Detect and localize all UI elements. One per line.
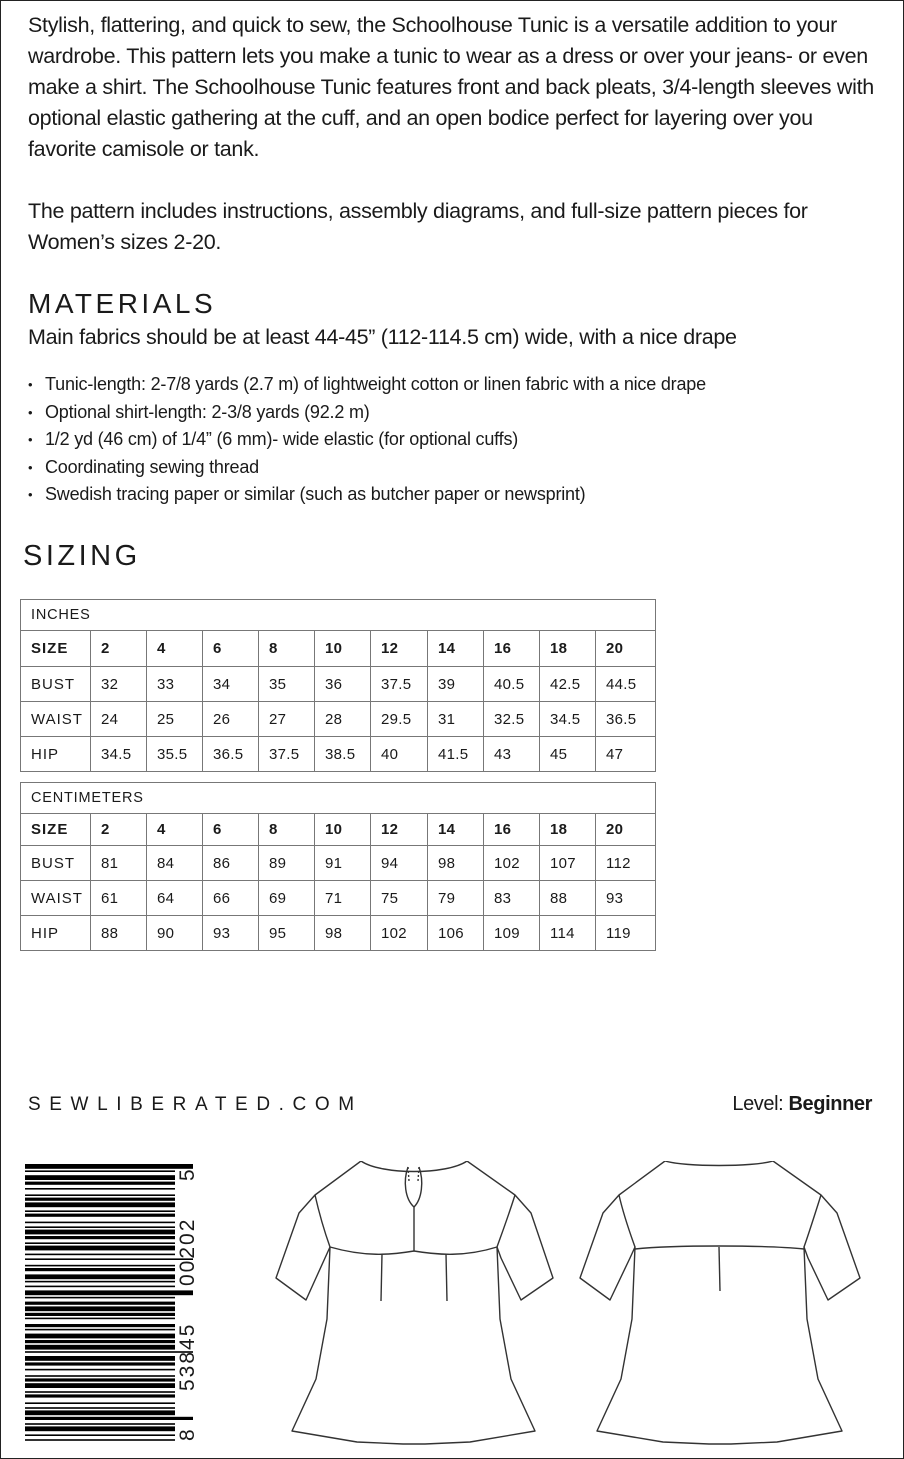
table-cell: 37.5 <box>259 737 315 772</box>
barcode-bar <box>25 1302 175 1305</box>
table-cell: 69 <box>259 881 315 916</box>
barcode-digit-group: 00202 <box>176 1217 199 1286</box>
table-cell: 26 <box>203 702 259 737</box>
skill-level <box>732 1093 872 1116</box>
table-cell: 27 <box>259 702 315 737</box>
size-header-cell: 16 <box>484 631 540 667</box>
table-cell: 102 <box>371 916 428 951</box>
barcode-bar <box>25 1356 175 1361</box>
intro-text <box>28 10 878 258</box>
table-cell: 102 <box>484 846 540 881</box>
measurement-label-cell: WAIST <box>21 881 91 916</box>
table-cell: 109 <box>484 916 540 951</box>
barcode-bar <box>25 1246 175 1251</box>
barcode-bar <box>25 1290 193 1295</box>
size-header-cell: 4 <box>147 631 203 667</box>
barcode-bar <box>25 1402 175 1404</box>
size-header-cell: 2 <box>91 814 147 846</box>
tunic-back-illustration <box>579 1161 863 1446</box>
barcode-bar <box>25 1236 175 1239</box>
table-cell: 88 <box>540 881 596 916</box>
table-cell: 40.5 <box>484 667 540 702</box>
barcode-bar <box>25 1242 175 1244</box>
table-cell: 34 <box>203 667 259 702</box>
table-cell: 93 <box>596 881 656 916</box>
barcode-digits <box>176 1167 240 1441</box>
size-header-row <box>21 814 656 846</box>
table-cell: 75 <box>371 881 428 916</box>
size-header-row <box>21 631 656 667</box>
table-cell: 25 <box>147 702 203 737</box>
table-cell: 35.5 <box>147 737 203 772</box>
barcode-bar <box>25 1194 175 1196</box>
measurement-label-cell: BUST <box>21 846 91 881</box>
table-row <box>21 846 656 881</box>
table-cell: 44.5 <box>596 667 656 702</box>
table-row <box>21 667 656 702</box>
table-cell: 91 <box>315 846 371 881</box>
table-cell: 39 <box>428 667 484 702</box>
barcode-bar <box>25 1281 175 1283</box>
intro-paragraph-2: The pattern includes instructions, assembly diagrams, and full-size pattern pieces for Women’s sizes 2-20. <box>28 199 808 254</box>
size-header-cell: 16 <box>484 814 540 846</box>
table-row <box>21 881 656 916</box>
barcode-bar <box>25 1378 175 1381</box>
table-cell: 107 <box>540 846 596 881</box>
table-cell: 28 <box>315 702 371 737</box>
unit-row <box>21 600 656 631</box>
size-header-cell: 10 <box>315 814 371 846</box>
barcode-bar <box>25 1170 175 1172</box>
barcode-bar <box>25 1383 175 1388</box>
table-cell: 81 <box>91 846 147 881</box>
barcode-bar <box>25 1391 175 1393</box>
barcode-bar <box>25 1324 175 1327</box>
table-cell: 61 <box>91 881 147 916</box>
table-cell: 66 <box>203 881 259 916</box>
barcode-bar <box>25 1329 175 1331</box>
size-header-cell: 4 <box>147 814 203 846</box>
barcode-bar <box>25 1394 175 1397</box>
table-cell: 119 <box>596 916 656 951</box>
barcode-bar <box>25 1214 175 1217</box>
table-cell: 24 <box>91 702 147 737</box>
barcode-bar <box>25 1334 175 1339</box>
barcode-bar <box>25 1254 175 1256</box>
table-cell: 37.5 <box>371 667 428 702</box>
table-cell: 98 <box>315 916 371 951</box>
size-header-cell: 14 <box>428 631 484 667</box>
barcode-bar <box>25 1423 175 1425</box>
table-cell: 36 <box>315 667 371 702</box>
table-cell: 38.5 <box>315 737 371 772</box>
table-cell: 36.5 <box>596 702 656 737</box>
unit-row <box>21 783 656 814</box>
size-header-cell: 6 <box>203 631 259 667</box>
barcode-bar <box>25 1407 175 1409</box>
barcode-bar <box>25 1274 175 1279</box>
barcode-bar <box>25 1410 175 1415</box>
barcode-bar <box>25 1318 175 1320</box>
size-header-cell: 2 <box>91 631 147 667</box>
barcode-bar <box>25 1369 175 1371</box>
barcode-bar <box>25 1164 193 1169</box>
barcode-bar <box>25 1198 175 1201</box>
barcode-bar <box>25 1188 175 1190</box>
materials-item: • 1/2 yd (46 cm) of 1/4” (6 mm)- wide elastic (for optional cuffs) <box>28 426 706 454</box>
materials-item: • Swedish tracing paper or similar (such as butcher paper or newsprint) <box>28 481 706 509</box>
table-cell: 98 <box>428 846 484 881</box>
measurement-label-cell: HIP <box>21 737 91 772</box>
barcode-bar <box>25 1426 175 1431</box>
barcode-bar <box>25 1226 175 1228</box>
sizing-table-inches <box>20 599 656 772</box>
barcode-bar <box>25 1417 193 1420</box>
barcode-bar <box>25 1265 175 1267</box>
size-header-cell: 12 <box>371 631 428 667</box>
size-header-cell: 8 <box>259 631 315 667</box>
table-cell: 34.5 <box>540 702 596 737</box>
unit-label: INCHES <box>21 600 656 631</box>
table-cell: 47 <box>596 737 656 772</box>
size-header-cell: 14 <box>428 814 484 846</box>
intro-paragraph-1: Stylish, flattering, and quick to sew, the Schoolhouse Tunic is a versatile addition to your wardrobe. This pattern lets you make a tunic to wear as a dress or over your jeans- or even make a shirt. The Schoolhouse Tunic features front and back pleats, 3/4-length sleeves with optional elastic gathering at the cuff, and an open bodice perfect for layering over you favorite camisole or tank. <box>28 13 874 161</box>
table-cell: 94 <box>371 846 428 881</box>
table-cell: 33 <box>147 667 203 702</box>
barcode-bar <box>25 1230 175 1235</box>
table-cell: 86 <box>203 846 259 881</box>
materials-item: • Tunic-length: 2-7/8 yards (2.7 m) of lightweight cotton or linen fabric with a nice drape <box>28 371 706 399</box>
table-cell: 83 <box>484 881 540 916</box>
barcode-bar <box>25 1210 175 1212</box>
materials-subheading: Main fabrics should be at least 44-45” (112-114.5 cm) wide, with a nice drape <box>28 325 737 349</box>
measurement-label-cell: HIP <box>21 916 91 951</box>
materials-item: • Optional shirt-length: 2-3/8 yards (92.2 m) <box>28 399 706 427</box>
size-header-cell: 6 <box>203 814 259 846</box>
table-cell: 32 <box>91 667 147 702</box>
size-header-cell: 20 <box>596 631 656 667</box>
table-row <box>21 702 656 737</box>
size-header-cell: 18 <box>540 631 596 667</box>
table-cell: 84 <box>147 846 203 881</box>
table-cell: 45 <box>540 737 596 772</box>
table-cell: 95 <box>259 916 315 951</box>
materials-heading: MATERIALS <box>28 288 217 319</box>
barcode-bar <box>25 1286 175 1288</box>
barcode-bar <box>25 1340 175 1343</box>
size-label-cell: SIZE <box>21 631 91 667</box>
table-row <box>21 737 656 772</box>
barcode-bar <box>25 1345 175 1350</box>
barcode-bar <box>25 1297 175 1299</box>
barcode-bar <box>25 1258 193 1260</box>
table-cell: 89 <box>259 846 315 881</box>
table-cell: 43 <box>484 737 540 772</box>
sizing-heading: SIZING <box>23 540 141 572</box>
barcode-bar <box>25 1351 193 1353</box>
table-row <box>21 916 656 951</box>
table-cell: 36.5 <box>203 737 259 772</box>
unit-label: CENTIMETERS <box>21 783 656 814</box>
tunic-front-illustration <box>275 1161 555 1446</box>
table-cell: 40 <box>371 737 428 772</box>
table-cell: 90 <box>147 916 203 951</box>
barcode-bar <box>25 1306 175 1311</box>
table-cell: 32.5 <box>484 702 540 737</box>
barcode-bar <box>25 1175 175 1180</box>
size-header-cell: 10 <box>315 631 371 667</box>
table-cell: 114 <box>540 916 596 951</box>
materials-item: • Coordinating sewing thread <box>28 454 706 482</box>
table-cell: 93 <box>203 916 259 951</box>
barcode-bar <box>25 1182 175 1185</box>
barcode-bar <box>25 1313 175 1316</box>
table-cell: 42.5 <box>540 667 596 702</box>
website-url: SEWLIBERATED.COM <box>28 1094 363 1115</box>
table-cell: 31 <box>428 702 484 737</box>
barcode-bar <box>25 1268 175 1271</box>
barcode-digit-group: 53845 <box>176 1322 199 1391</box>
size-label-cell: SIZE <box>21 814 91 846</box>
sizing-table-centimeters <box>20 782 656 951</box>
barcode-bar <box>25 1434 175 1436</box>
barcode-bar <box>25 1362 175 1365</box>
barcode-bar <box>25 1375 175 1377</box>
size-header-cell: 8 <box>259 814 315 846</box>
table-cell: 79 <box>428 881 484 916</box>
measurement-label-cell: BUST <box>21 667 91 702</box>
barcode-bar <box>25 1202 175 1207</box>
barcode-bar <box>25 1222 175 1224</box>
table-cell: 106 <box>428 916 484 951</box>
table-cell: 41.5 <box>428 737 484 772</box>
barcode-digit-group: 8 <box>176 1427 199 1441</box>
table-cell: 29.5 <box>371 702 428 737</box>
table-cell: 64 <box>147 881 203 916</box>
barcode-digit-group: 5 <box>176 1167 199 1181</box>
size-header-cell: 20 <box>596 814 656 846</box>
size-header-cell: 12 <box>371 814 428 846</box>
skill-level-value: Beginner <box>788 1093 872 1115</box>
size-header-cell: 18 <box>540 814 596 846</box>
materials-list <box>28 371 706 509</box>
table-cell: 71 <box>315 881 371 916</box>
table-cell: 112 <box>596 846 656 881</box>
measurement-label-cell: WAIST <box>21 702 91 737</box>
barcode-bar <box>25 1439 175 1441</box>
table-cell: 34.5 <box>91 737 147 772</box>
skill-level-label: Level: <box>732 1093 784 1115</box>
table-cell: 88 <box>91 916 147 951</box>
table-cell: 35 <box>259 667 315 702</box>
